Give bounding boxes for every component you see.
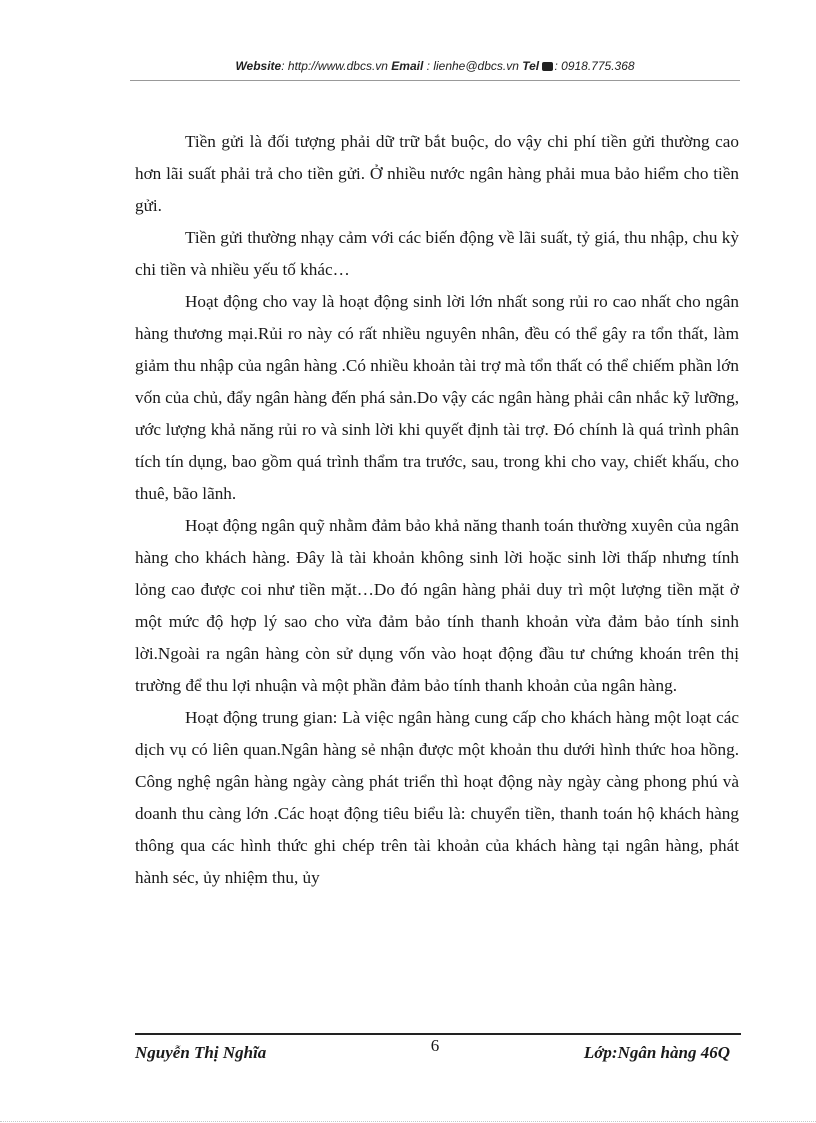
footer-class: Lớp:Ngân hàng 46Q bbox=[583, 1043, 730, 1062]
paragraph: Hoạt động trung gian: Là việc ngân hàng cung cấp cho khách hàng một loạt các dịch vụ có liên quan.Ngân hàng sẻ nhận được một khoản thu dưới hình thức hoa hồng. Công nghệ ngân hàng ngày càng phát triển thì hoạt động này ngày càng phong phú và doanh thu càng lớn .Các hoạt động tiêu biểu là: chuyển tiền, thanh toán hộ khách hàng thông qua các hình thức ghi chép trên tài khoản của khách hàng tại ngân hàng, phát hành séc, ủy nhiệm thu, ủy bbox=[135, 708, 739, 887]
tel-label: Tel bbox=[522, 59, 540, 73]
phone-icon bbox=[542, 62, 553, 71]
page-bottom-border bbox=[0, 1121, 816, 1122]
website-label: Website bbox=[235, 59, 282, 73]
page-number: 6 bbox=[430, 1036, 440, 1055]
email-value: : lienhe@dbcs.vn bbox=[426, 59, 519, 73]
page-header bbox=[130, 59, 740, 79]
tel-value: : 0918.775.368 bbox=[554, 59, 635, 73]
website-value: : http://www.dbcs.vn bbox=[281, 59, 388, 73]
email-label: Email bbox=[391, 59, 424, 73]
paragraph: Hoạt động ngân quỹ nhằm đảm bảo khả năng thanh toán thường xuyên của ngân hàng cho khách hàng. Đây là tài khoản không sinh lời hoặc sinh lời thấp nhưng tính lỏng cao được coi như tiền mặt…Do đó ngân hàng phải duy trì một lượng tiền mặt ở một mức độ hợp lý sao cho vừa đảm bảo tính thanh khoản vừa đảm bảo tính sinh lời.Ngoài ra ngân hàng còn sử dụng vốn vào hoạt động đầu tư chứng khoán trên thị trường để thu lợi nhuận và một phần đảm bảo tính thanh khoản của ngân hàng. bbox=[135, 516, 739, 695]
paragraph: Tiền gửi thường nhạy cảm với các biến động về lãi suất, tỷ giá, thu nhập, chu kỳ chi tiền và nhiều yếu tố khác… bbox=[135, 228, 739, 279]
paragraph: Hoạt động cho vay là hoạt động sinh lời lớn nhất song rủi ro cao nhất cho ngân hàng thương mại.Rủi ro này có rất nhiều nguyên nhân, đều có thể gây ra tổn thất, làm giảm thu nhập của ngân hàng .Có nhiều khoản tài trợ mà tổn thất có thể chiếm phần lớn vốn của chủ, đẩy ngân hàng đến phá sản.Do vậy các ngân hàng phải cân nhắc kỹ lưỡng, ước lượng khả năng rủi ro và sinh lời khi quyết định tài trợ. Đó chính là quá trình phân tích tín dụng, bao gồm quá trình thẩm tra trước, sau, trong khi cho vay, chiết khấu, cho thuê, bão lãnh. bbox=[135, 292, 739, 503]
header-divider bbox=[130, 80, 740, 81]
paragraph: Tiền gửi là đối tượng phải dữ trữ bắt buộc, do vậy chi phí tiền gửi thường cao hơn lãi suất phải trả cho tiền gửi. Ở nhiều nước ngân hàng phải mua bảo hiểm cho tiền gửi. bbox=[135, 132, 739, 215]
document-body bbox=[135, 126, 739, 894]
footer-divider bbox=[135, 1033, 741, 1035]
footer-author: Nguyễn Thị Nghĩa bbox=[135, 1043, 267, 1062]
